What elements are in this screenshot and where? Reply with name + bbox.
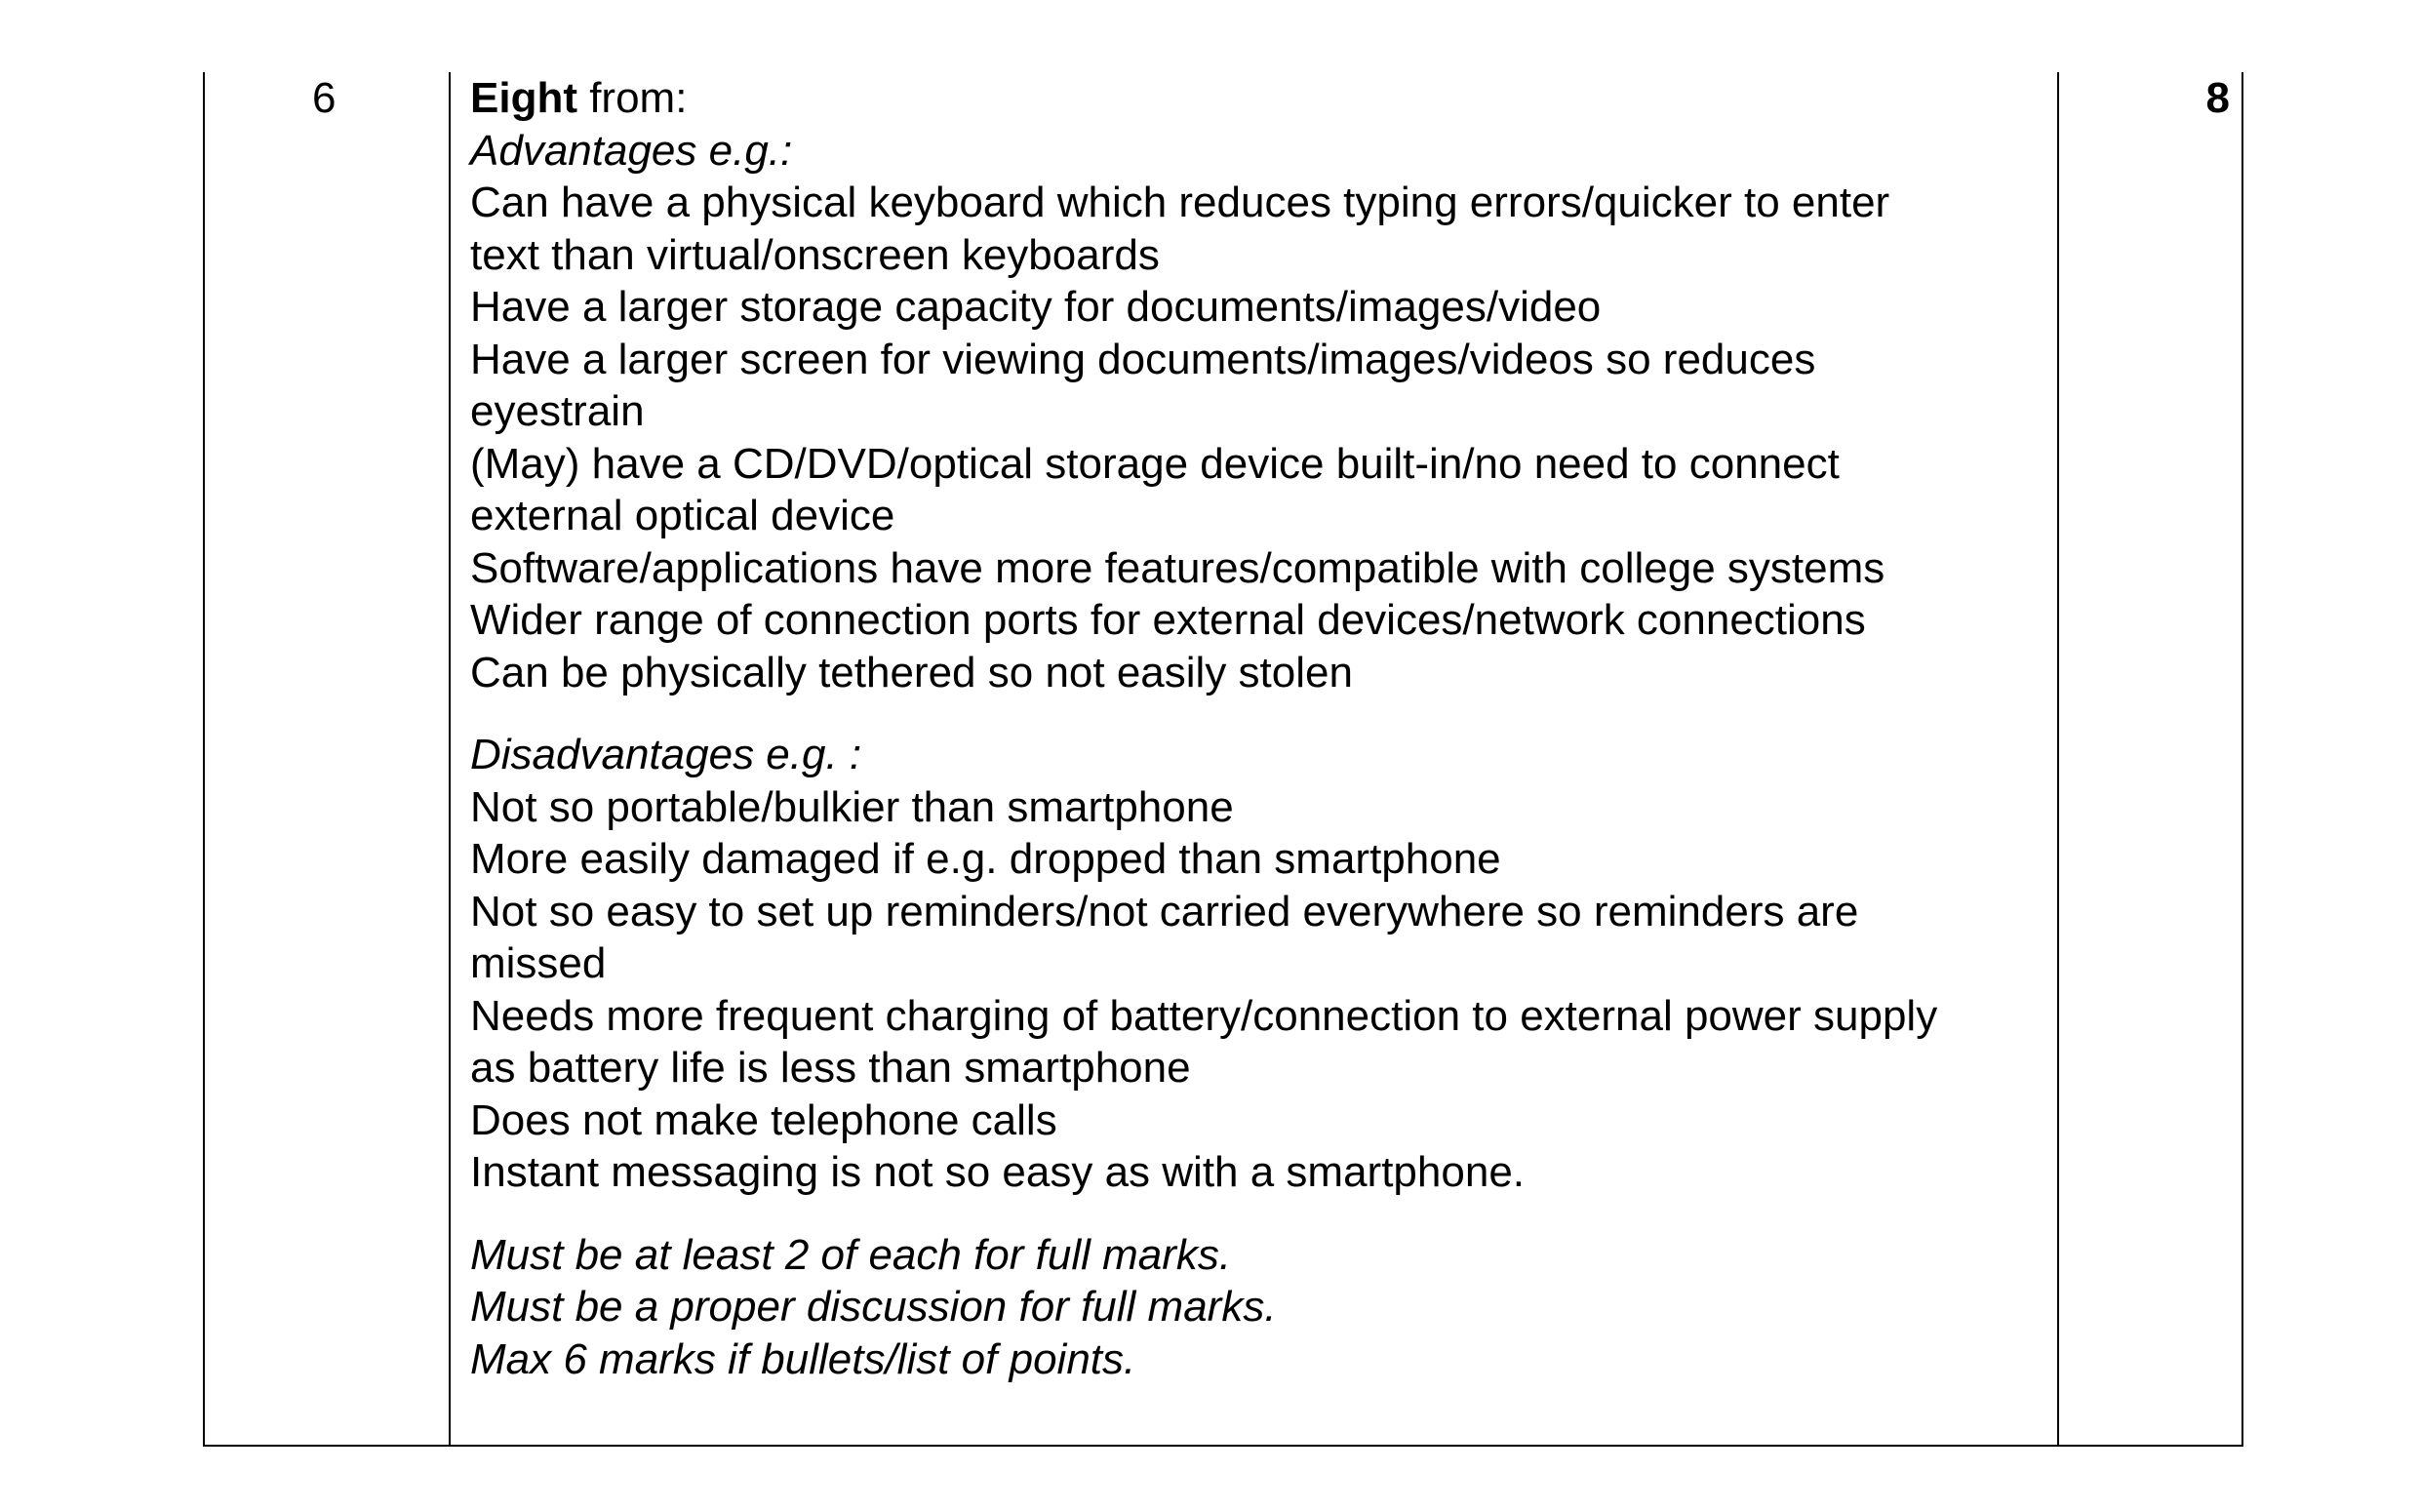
marking-note: Must be at least 2 of each for full marks. bbox=[470, 1230, 1232, 1279]
advantage-line: (May) have a CD/DVD/optical storage device built-in/no need to connect bbox=[470, 439, 1840, 488]
column-divider-left bbox=[449, 72, 451, 1445]
disadvantage-line: Not so portable/bulkier than smartphone bbox=[470, 782, 1234, 831]
advantage-line: Have a larger storage capacity for documents/images/video bbox=[470, 283, 1602, 331]
advantage-line: Can be physically tethered so not easily stolen bbox=[470, 648, 1353, 696]
disadvantage-line: missed bbox=[470, 939, 607, 987]
advantage-line: Software/applications have more features/compatible with college systems bbox=[470, 543, 1885, 592]
marking-note: Must be a proper discussion for full marks. bbox=[470, 1283, 1277, 1331]
disadvantage-line: as battery life is less than smartphone bbox=[470, 1044, 1191, 1092]
advantage-line: text than virtual/onscreen keyboards bbox=[470, 230, 1160, 279]
advantage-line: Wider range of connection ports for external devices/network connections bbox=[470, 596, 1866, 644]
advantage-line: Can have a physical keyboard which reduces typing errors/quicker to enter bbox=[470, 179, 1890, 226]
mark-scheme-table bbox=[203, 72, 2243, 1447]
marks-value: 8 bbox=[2205, 74, 2230, 122]
question-number: 6 bbox=[312, 74, 337, 122]
spacer bbox=[470, 698, 2050, 729]
marking-note: Max 6 marks if bullets/list of points. bbox=[470, 1334, 1136, 1383]
intro-bold: Eight bbox=[470, 74, 577, 122]
spacer bbox=[470, 1199, 2050, 1229]
advantages-heading: Advantages e.g.: bbox=[470, 126, 793, 175]
answer-intro bbox=[470, 72, 2050, 125]
advantage-line: Have a larger screen for viewing documents/images/videos so reduces bbox=[470, 335, 1816, 383]
disadvantage-line: Not so easy to set up reminders/not carried everywhere so reminders are bbox=[470, 887, 1859, 935]
disadvantages-heading: Disadvantages e.g. : bbox=[470, 731, 862, 778]
advantage-line: eyestrain bbox=[470, 387, 645, 435]
disadvantage-line: Does not make telephone calls bbox=[470, 1095, 1057, 1144]
disadvantage-line: Instant messaging is not so easy as with a smartphone. bbox=[470, 1148, 1526, 1196]
disadvantage-line: Needs more frequent charging of battery/connection to external power supply bbox=[470, 991, 1938, 1040]
disadvantage-line: More easily damaged if e.g. dropped than smartphone bbox=[470, 835, 1501, 883]
answer-cell bbox=[470, 72, 2050, 1385]
column-divider-right bbox=[2057, 72, 2059, 1445]
advantage-line: external optical device bbox=[470, 492, 895, 539]
intro-rest: from: bbox=[576, 74, 688, 122]
